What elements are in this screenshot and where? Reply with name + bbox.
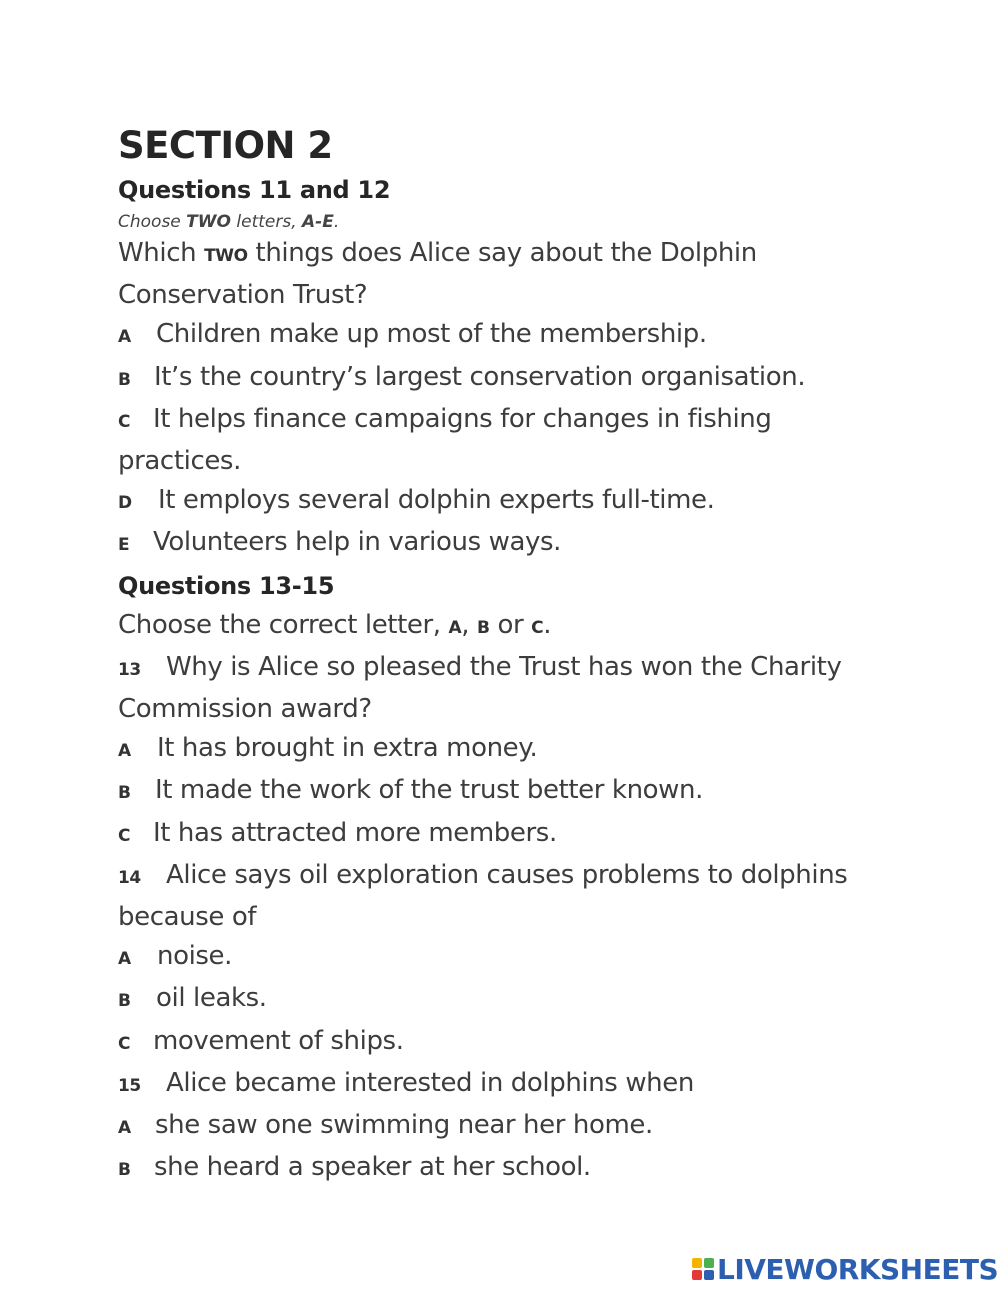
question-11-12-text: Which TWO things does Alice say about the Dolphin bbox=[118, 238, 757, 268]
option-14-b: B oil leaks. bbox=[118, 983, 267, 1014]
questions-13-15-heading: Questions 13-15 bbox=[118, 571, 335, 600]
worksheet-page bbox=[118, 122, 918, 1190]
logo-text: LIVEWORKSHEETS bbox=[717, 1252, 999, 1286]
option-15-b: B she heard a speaker at her school. bbox=[118, 1152, 591, 1183]
option-15-a: A she saw one swimming near her home. bbox=[118, 1110, 653, 1141]
question-14-cont: because of bbox=[118, 902, 257, 933]
option-11-a: A Children make up most of the membership. bbox=[118, 319, 707, 350]
option-13-b: B It made the work of the trust better known. bbox=[118, 775, 703, 806]
option-14-a: A noise. bbox=[118, 941, 233, 972]
option-13-c: C It has attracted more members. bbox=[118, 817, 557, 848]
option-11-c-cont: practices. bbox=[118, 446, 241, 477]
option-14-c: C movement of ships. bbox=[118, 1025, 404, 1056]
logo-grid-icon bbox=[692, 1258, 714, 1280]
option-11-e: E Volunteers help in various ways. bbox=[118, 527, 561, 558]
question-14: 14 Alice says oil exploration causes problems to dolphins bbox=[118, 859, 848, 890]
option-11-b: B It’s the country’s largest conservation organisation. bbox=[118, 361, 806, 392]
questions-11-12-instruction: Choose TWO letters, A-E. bbox=[118, 212, 340, 232]
questions-11-12-heading: Questions 11 and 12 bbox=[118, 176, 391, 204]
liveworksheets-logo[interactable] bbox=[692, 1254, 998, 1284]
question-13: 13 Why is Alice so pleased the Trust has won the Charity bbox=[118, 651, 842, 682]
question-13-cont: Commission award? bbox=[118, 694, 372, 725]
option-13-a: A It has brought in extra money. bbox=[118, 733, 538, 764]
option-11-d: D It employs several dolphin experts full-time. bbox=[118, 485, 715, 516]
question-11-12-text-cont: Conservation Trust? bbox=[118, 280, 368, 311]
section-title: SECTION 2 bbox=[118, 124, 333, 167]
questions-13-15-instruction: Choose the correct letter, A, B or C. bbox=[118, 609, 552, 640]
option-11-c: C It helps finance campaigns for changes in fishing bbox=[118, 403, 772, 434]
question-15: 15 Alice became interested in dolphins when bbox=[118, 1067, 694, 1098]
